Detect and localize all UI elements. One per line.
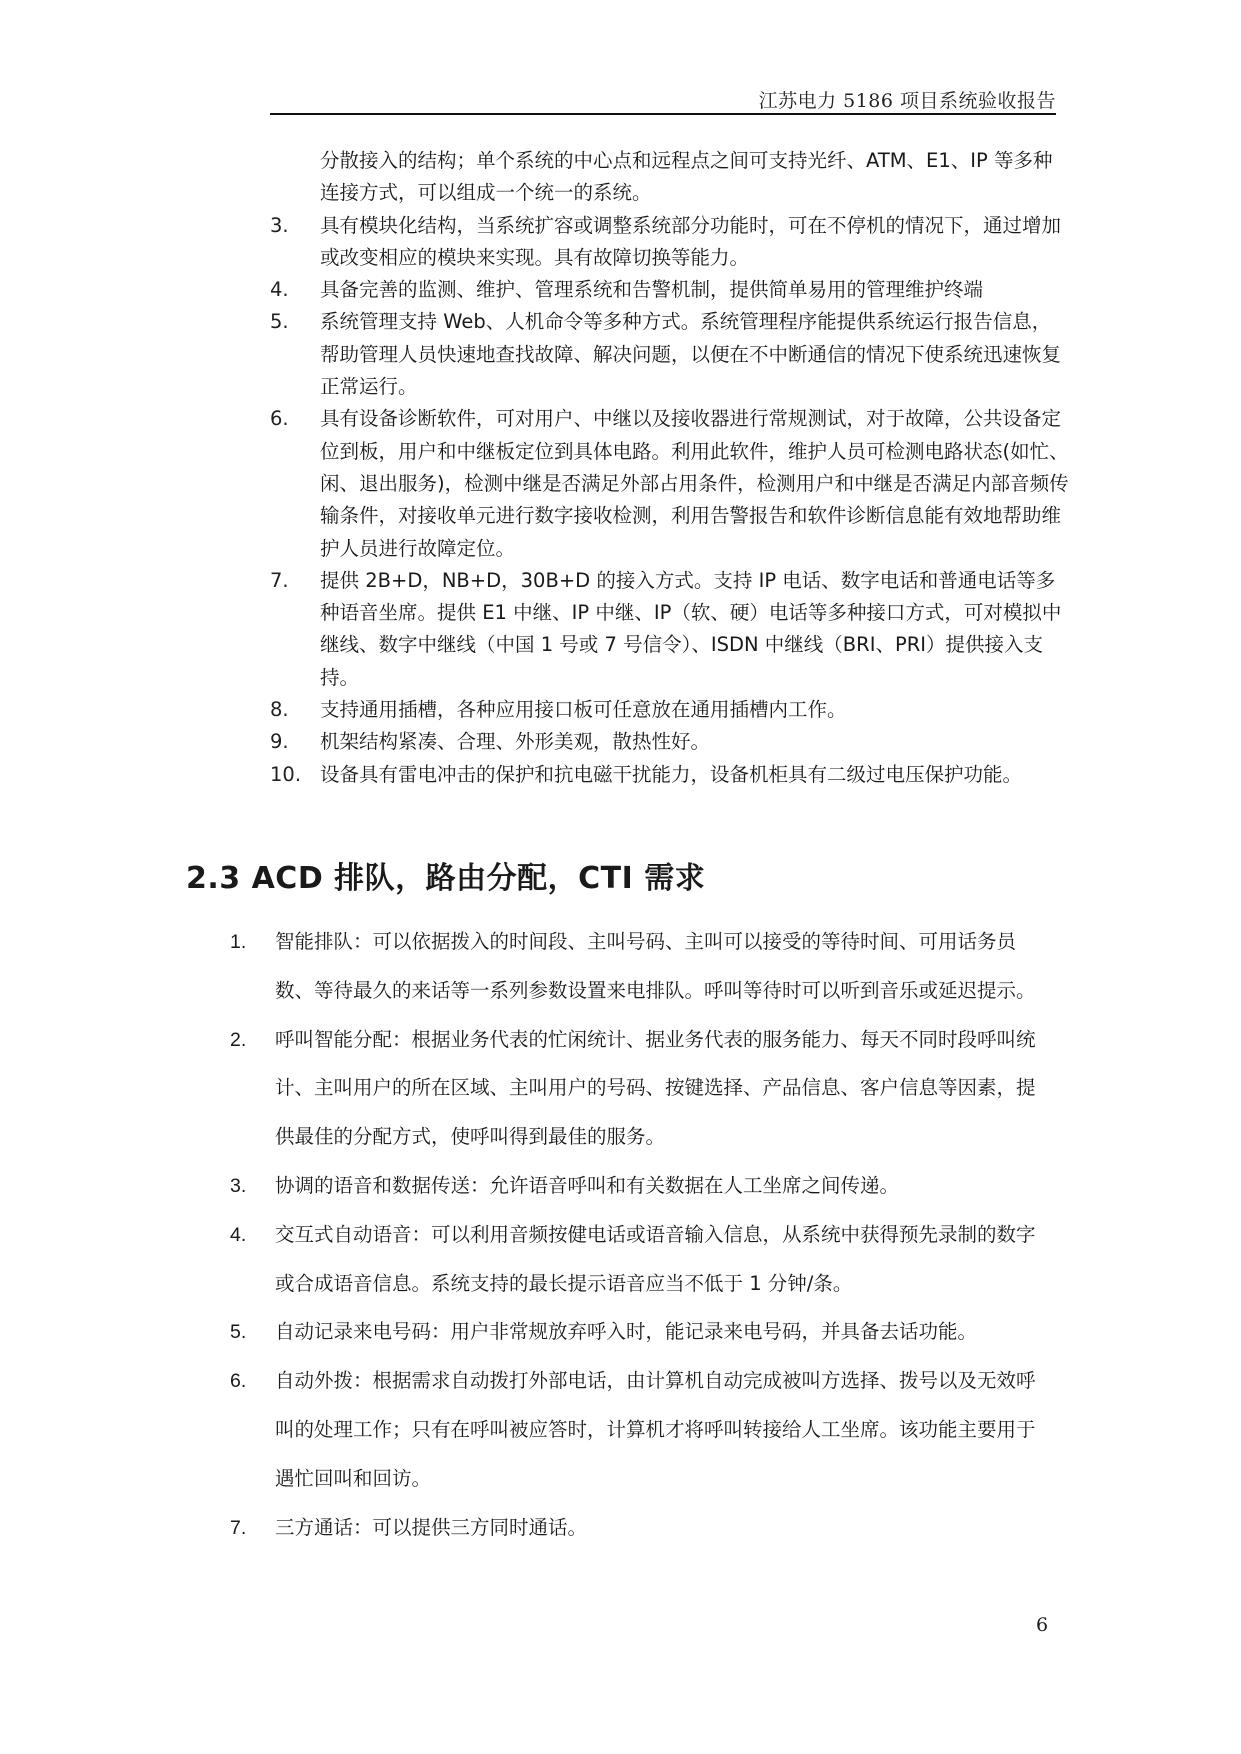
list-item-number: 10. (270, 762, 302, 786)
list-item (230, 918, 1050, 1016)
list-item-number: 7. (270, 568, 289, 592)
acd-requirements-list (230, 918, 1050, 1552)
page-header-title: 江苏电力 5186 项目系统验收报告 (758, 90, 1056, 112)
list-item-number: 5. (230, 1321, 247, 1344)
list-item-text: 具备完善的监测、维护、管理系统和告警机制，提供简单易用的管理维护终端 (320, 278, 984, 302)
header-divider (270, 113, 1056, 115)
list-item-number: 9. (270, 730, 289, 754)
list-item (270, 210, 1070, 275)
list-item-number: 4. (270, 278, 289, 302)
list-item (270, 145, 1070, 210)
list-item-text: 具有设备诊断软件，可对用户、中继以及接收器进行常规测试，对于故障，公共设备定位到板，用户和中继板定位到具体电路。利用此软件，维护人员可检测电路状态(如忙、闲、退出服务)，检测中继是否满足外部占用条件，检测用户和中继是否满足内部音频传输条件，对接收单元进行数字接收检测，利用告警报告和软件诊断信息能有效地帮助维护人员进行故障定位。 (320, 407, 1069, 560)
list-item (270, 403, 1070, 564)
list-item-text: 交互式自动语音：可以利用音频按健电话或语音输入信息，从系统中获得预先录制的数字或合成语音信息。系统支持的最长提示语音应当不低于 1 分钟/条。 (275, 1222, 1036, 1295)
list-item (270, 726, 1070, 758)
list-item-number: 1. (230, 931, 247, 953)
list-item-text: 具有模块化结构，当系统扩容或调整系统部分功能时，可在不停机的情况下，通过增加或改变相应的模块来实现。具有故障切换等能力。 (320, 213, 1062, 269)
list-item-number: 6. (270, 407, 289, 431)
list-item-number: 7. (230, 1516, 247, 1539)
list-item (230, 1016, 1050, 1162)
list-item-text: 提供 2B+D，NB+D，30B+D 的接入方式。支持 IP 电话、数字电话和普通电话等多种语音坐席。提供 E1 中继、IP 中继、IP（软、硬）电话等多种接口方式，可对模拟中继线、数字中继线（中国 1 号或 7 号信令）、ISDN 中继线（BRI、PRI）提供接入支持。 (320, 568, 1062, 689)
list-item-text: 协调的语音和数据传送：允许语音呼叫和有关数据在人工坐席之间传递。 (275, 1173, 900, 1197)
list-item (270, 759, 1070, 791)
list-item-text: 智能排队：可以依据拨入的时间段、主叫号码、主叫可以接受的等待时间、可用话务员数、等待最久的来话等一系列参数设置来电排队。呼叫等待时可以听到音乐或延迟提示。 (275, 930, 1036, 1002)
list-item-number: 2. (230, 1028, 247, 1051)
list-item (230, 1308, 1050, 1357)
list-item-number: 8. (270, 698, 289, 722)
list-item-number: 6. (230, 1370, 247, 1393)
list-item-number: 4. (230, 1223, 247, 1246)
list-item-text: 机架结构紧凑、合理、外形美观，散热性好。 (320, 730, 711, 754)
section-heading: 2.3 ACD 排队，路由分配，CTI 需求 (186, 861, 706, 896)
list-item-text: 支持通用插槽，各种应用接口板可任意放在通用插槽内工作。 (320, 698, 847, 722)
list-item (230, 1211, 1050, 1309)
list-item-text: 呼叫智能分配：根据业务代表的忙闲统计、据业务代表的服务能力、每天不同时段呼叫统计、主叫用户的所在区域、主叫用户的号码、按键选择、产品信息、客户信息等因素，提供最佳的分配方式，使呼叫得到最佳的服务。 (275, 1027, 1036, 1149)
list-item (270, 694, 1070, 726)
page-number: 6 (1036, 1614, 1049, 1636)
list-item (270, 306, 1070, 403)
list-item-text: 设备具有雷电冲击的保护和抗电磁干扰能力，设备机柜具有二级过电压保护功能。 (320, 762, 1023, 786)
list-item-text: 系统管理支持 Web、人机命令等多种方式。系统管理程序能提供系统运行报告信息，帮助管理人员快速地查找故障、解决问题，以便在不中断通信的情况下使系统迅速恢复正常运行。 (320, 310, 1062, 399)
list-item-text: 自动记录来电号码：用户非常规放弃呼入时，能记录来电号码，并具备去话功能。 (275, 1320, 978, 1344)
list-item-number: 5. (270, 310, 289, 334)
list-item (270, 565, 1070, 694)
list-item-text: 自动外拨：根据需求自动拨打外部电话，由计算机自动完成被叫方选择、拨号以及无效呼叫的处理工作；只有在呼叫被应答时，计算机才将呼叫转接给人工坐席。该功能主要用于遇忙回叫和回访。 (275, 1369, 1036, 1490)
list-item (230, 1357, 1050, 1503)
list-item-number: 3. (270, 213, 289, 237)
list-item-text: 分散接入的结构；单个系统的中心点和远程点之间可支持光纤、ATM、E1、IP 等多种连接方式，可以组成一个统一的系统。 (320, 149, 1053, 205)
list-item (230, 1504, 1050, 1553)
list-item (270, 274, 1070, 306)
list-item (230, 1162, 1050, 1211)
feature-list (270, 145, 1070, 791)
list-item-number: 3. (230, 1174, 247, 1197)
list-item-text: 三方通话：可以提供三方同时通话。 (275, 1515, 588, 1539)
